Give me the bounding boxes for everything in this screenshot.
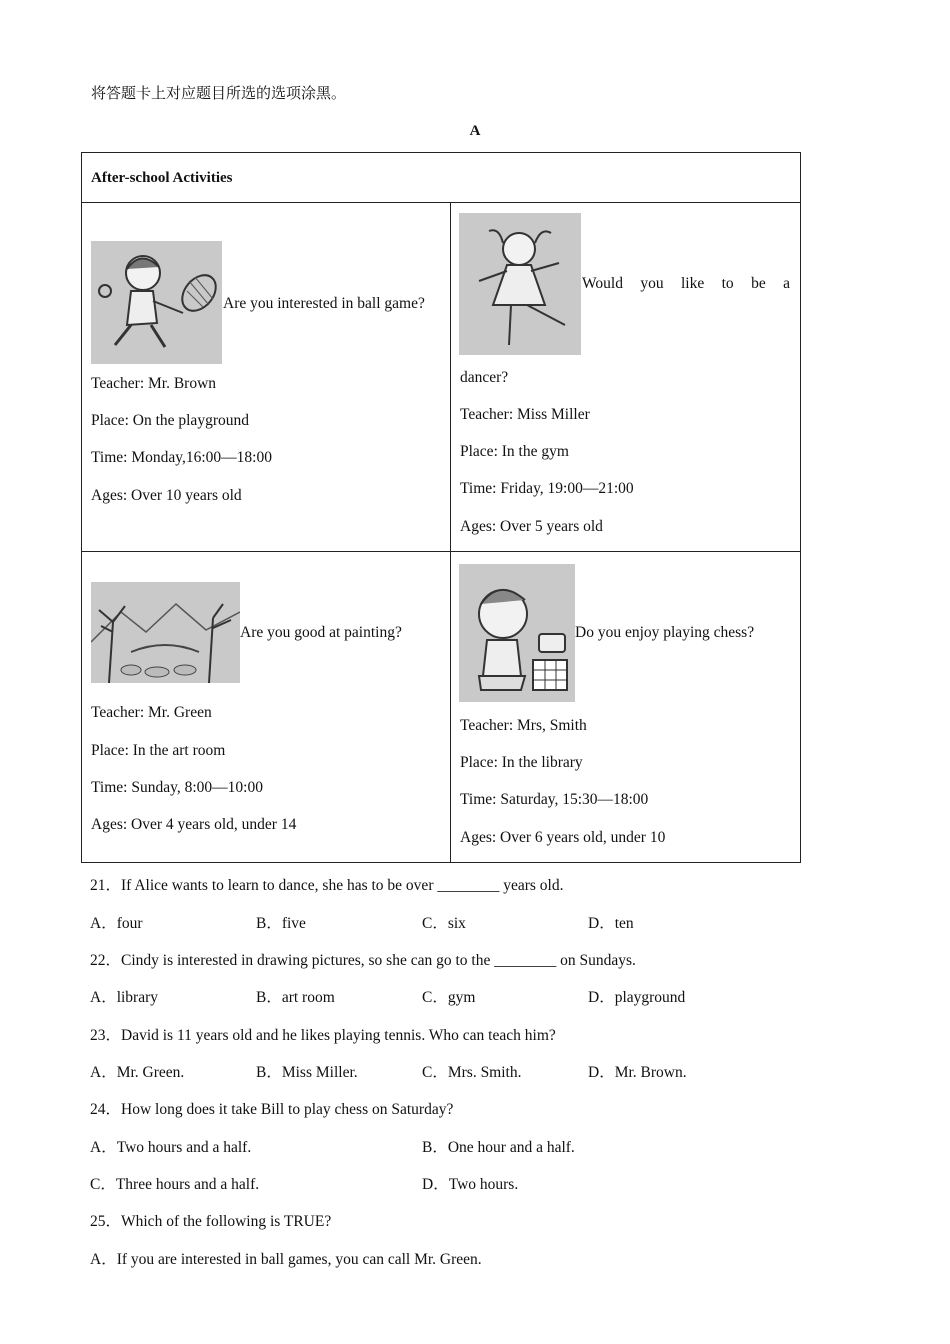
activity-ages: Ages: Over 4 years old, under 14: [91, 816, 297, 833]
activity-time: Time: Monday,16:00—18:00: [91, 449, 272, 466]
option-c: C．Three hours and a half.: [90, 1176, 260, 1193]
question-word: be: [751, 275, 766, 292]
option-a: A．Mr. Green.: [90, 1064, 185, 1081]
activity-place: Place: In the gym: [460, 443, 569, 460]
question-stem: 21．If Alice wants to learn to dance, she has to be over ________ years old.: [90, 877, 564, 894]
activity-question: Are you interested in ball game?: [223, 295, 425, 312]
option-d: D．ten: [588, 915, 634, 932]
question-word: Would: [582, 275, 623, 292]
boy-chess-image: [459, 564, 575, 702]
activity-teacher: Teacher: Miss Miller: [460, 406, 590, 423]
option-c: C．six: [422, 915, 466, 932]
activities-table: [81, 152, 801, 863]
activity-cell-painting: [82, 552, 451, 863]
question-stem: 25．Which of the following is TRUE?: [90, 1213, 332, 1230]
option-b: B．One hour and a half.: [422, 1139, 575, 1156]
activity-cell-dance: [451, 203, 801, 552]
landscape-painting-image: [91, 582, 240, 683]
activity-place: Place: On the playground: [91, 412, 249, 429]
question-stem: 22．Cindy is interested in drawing pictures, so she can go to the ________ on Sundays.: [90, 952, 636, 969]
option-b: B．Miss Miller.: [256, 1064, 358, 1081]
question-word: a: [783, 275, 790, 292]
option-d: D．playground: [588, 989, 686, 1006]
option-d: D．Mr. Brown.: [588, 1064, 687, 1081]
activity-time: Time: Sunday, 8:00—10:00: [91, 779, 263, 796]
option-b: B．art room: [256, 989, 335, 1006]
boy-tennis-image: [91, 241, 222, 364]
section-label: A: [469, 123, 481, 139]
option-a: A．four: [90, 915, 143, 932]
question-word: you: [640, 275, 664, 292]
question-word: like: [680, 275, 705, 292]
activity-ages: Ages: Over 10 years old: [91, 487, 242, 504]
question-stem: 24．How long does it take Bill to play chess on Saturday?: [90, 1101, 454, 1118]
activity-time: Time: Saturday, 15:30—18:00: [460, 791, 649, 808]
option-b: B．five: [256, 915, 306, 932]
activity-question-line: [582, 275, 790, 293]
option-d: D．Two hours.: [422, 1176, 519, 1193]
option-c: C．Mrs. Smith.: [422, 1064, 522, 1081]
activity-place: Place: In the library: [460, 754, 583, 771]
table-title: After-school Activities: [91, 170, 233, 186]
question-stem: 23．David is 11 years old and he likes playing tennis. Who can teach him?: [90, 1027, 556, 1044]
option-c: C．gym: [422, 989, 476, 1006]
activity-teacher: Teacher: Mrs, Smith: [460, 717, 587, 734]
activity-question: Are you good at painting?: [240, 624, 402, 641]
table-header: [82, 153, 801, 203]
option-a: A．library: [90, 989, 159, 1006]
activity-teacher: Teacher: Mr. Green: [91, 704, 212, 721]
option-a: A．If you are interested in ball games, you can call Mr. Green.: [90, 1251, 482, 1268]
girl-dancer-image: [459, 213, 581, 355]
question-word: to: [721, 275, 734, 292]
activity-ages: Ages: Over 5 years old: [460, 518, 603, 535]
activity-cell-ball-game: [82, 203, 451, 552]
instruction-text: 将答题卡上对应题目所选的选项涂黑。: [91, 84, 347, 102]
option-a: A．Two hours and a half.: [90, 1139, 252, 1156]
activity-ages: Ages: Over 6 years old, under 10: [460, 829, 666, 846]
activity-place: Place: In the art room: [91, 742, 226, 759]
activity-teacher: Teacher: Mr. Brown: [91, 375, 217, 392]
activity-cell-chess: [451, 552, 801, 863]
activity-time: Time: Friday, 19:00—21:00: [460, 480, 634, 497]
activity-question: Do you enjoy playing chess?: [575, 624, 755, 641]
activity-question-continued: dancer?: [460, 369, 509, 386]
